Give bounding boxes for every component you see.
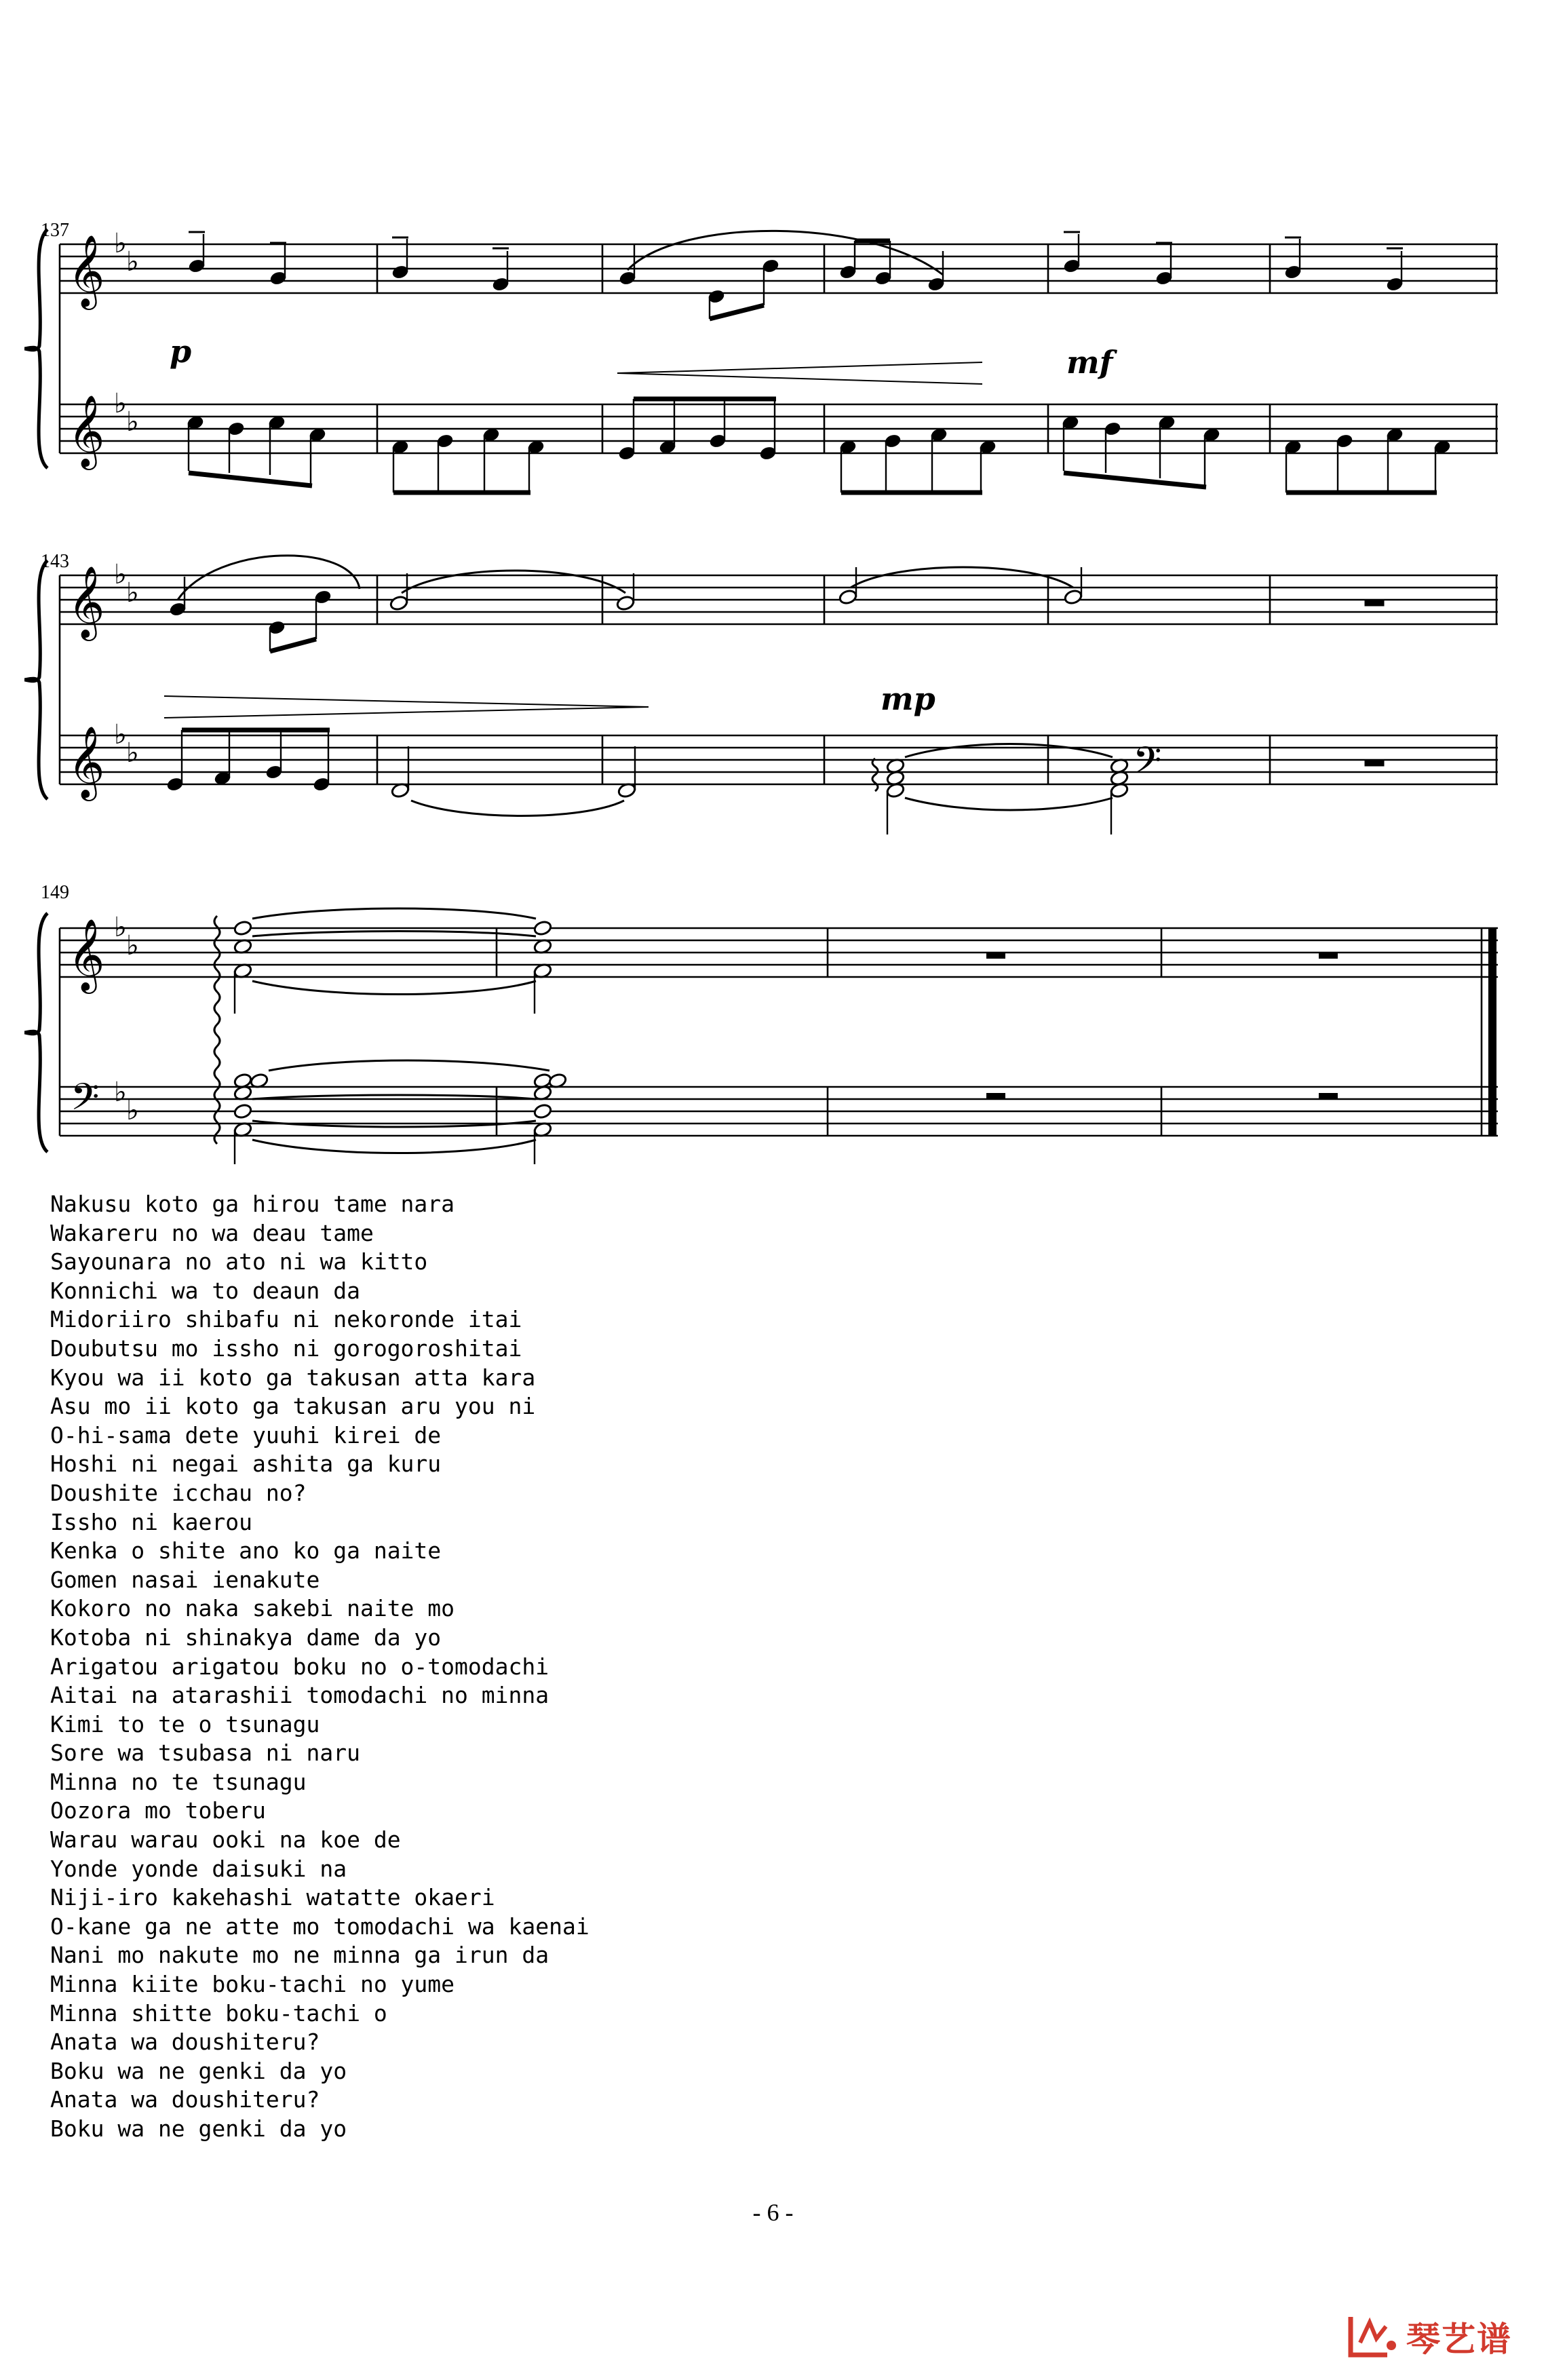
lyric-line: Asu mo ii koto ga takusan aru you ni [50, 1393, 536, 1420]
lyric-line: O-hi-sama dete yuuhi kirei de [50, 1421, 442, 1448]
measure-number-143: 143 [41, 551, 69, 572]
system-3 [24, 882, 1498, 1164]
lyric-line: Hoshi ni negai ashita ga kuru [50, 1451, 442, 1478]
slur [178, 556, 360, 600]
flat-icon: ♭ [126, 246, 139, 277]
sheet-music-score [0, 0, 1546, 1167]
system-brace [24, 560, 47, 799]
decrescendo-hairpin [164, 696, 649, 718]
lyric-line: Issho ni kaerou [50, 1508, 253, 1535]
tie [402, 571, 625, 593]
measure-number-149: 149 [41, 882, 69, 903]
lyric-line: Arigatou arigatou boku no o-tomodachi [50, 1653, 549, 1680]
lyric-line: Kimi to te o tsunagu [50, 1710, 320, 1738]
system-1 [24, 220, 1498, 493]
flat-icon: ♭ [126, 406, 139, 438]
lyric-line: Warau warau ooki na koe de [50, 1826, 401, 1854]
lyric-line: Nakusu koto ga hirou tame nara [50, 1191, 455, 1217]
music-note-logo-icon [1347, 2313, 1401, 2360]
logo-text: 琴艺谱 [1406, 2320, 1512, 2359]
dynamic-marking: mf [1066, 344, 1113, 381]
lyric-line: Kenka o shite ano ko ga naite [50, 1537, 442, 1565]
treble-clef-icon: 𝄞 [68, 725, 105, 798]
barlines [60, 575, 1496, 784]
lyric-line: Nani mo nakute mo ne minna ga irun da [50, 1942, 549, 1969]
upper-notes [169, 567, 1384, 651]
lyric-line: Oozora mo toberu [50, 1797, 266, 1824]
flat-icon: ♭ [114, 719, 127, 750]
treble-clef-icon: 𝄞 [68, 234, 105, 307]
upper-staff-lines [60, 244, 1498, 293]
lyric-line: Aitai na atarashii tomodachi no minna [50, 1682, 549, 1709]
flat-icon: ♭ [126, 930, 139, 961]
lyric-line: Boku wa ne genki da yo [50, 2115, 347, 2142]
flat-icon: ♭ [126, 577, 139, 609]
final-barline [1488, 928, 1496, 1136]
lower-notes [187, 399, 1451, 493]
system-brace [24, 913, 47, 1152]
bass-clef-icon: 𝄢 [71, 1075, 100, 1128]
lyric-line: Doubutsu mo issho ni gorogoroshitai [50, 1335, 522, 1362]
barlines [60, 928, 1482, 1136]
arpeggio-line [214, 916, 220, 1144]
system-2 [24, 551, 1498, 834]
flat-icon: ♭ [126, 737, 139, 769]
lyric-line: Konnichi wa to deaun da [50, 1277, 360, 1304]
dynamic-marking: p [170, 333, 192, 370]
site-logo [1347, 2312, 1512, 2361]
page-number: - 6 - [752, 2199, 794, 2226]
lyric-line: O-kane ga ne atte mo tomodachi wa kaenai [50, 1913, 590, 1940]
lyric-line: Sore wa tsubasa ni naru [50, 1740, 360, 1767]
lyric-line: Yonde yonde daisuki na [50, 1855, 347, 1882]
lyric-line: Sayounara no ato ni wa kitto [50, 1248, 428, 1275]
treble-clef-icon: 𝄞 [68, 565, 105, 638]
lyric-line: Wakareru no wa deau tame [50, 1219, 374, 1246]
flat-icon: ♭ [114, 912, 127, 943]
bass-clef-icon: 𝄢 [1133, 739, 1162, 791]
lyric-line: Midoriiro shibafu ni nekoronde itai [50, 1306, 522, 1333]
upper-notes [188, 232, 1404, 319]
lyric-line: Kyou wa ii koto ga takusan atta kara [50, 1364, 536, 1391]
tie [411, 801, 624, 816]
lyric-line: Minna kiite boku-tachi no yume [50, 1971, 455, 1998]
lyrics-block [50, 1190, 590, 2144]
flat-icon: ♭ [114, 1077, 127, 1108]
lyric-line: Gomen nasai ienakute [50, 1566, 320, 1593]
system-brace [24, 229, 47, 468]
upper-staff-lines [60, 575, 1498, 624]
treble-clef-icon: 𝄞 [68, 918, 105, 991]
lower-staff-lines [60, 1087, 1498, 1136]
lyric-line: Kotoba ni shinakya dame da yo [50, 1624, 442, 1651]
lyric-line: Minna no te tsunagu [50, 1768, 307, 1795]
measure-number-137: 137 [41, 220, 69, 241]
treble-clef-icon: 𝄞 [68, 394, 105, 467]
lyric-line: Anata wa doushiteru? [50, 2029, 320, 2056]
lyric-line: Boku wa ne genki da yo [50, 2057, 347, 2084]
lyric-line: Minna shitte boku-tachi o [50, 1999, 387, 2027]
flat-icon: ♭ [114, 228, 127, 259]
lyric-line: Kokoro no naka sakebi naite mo [50, 1595, 455, 1622]
ties [252, 908, 549, 1153]
lower-staff-lines [60, 404, 1498, 453]
flat-icon: ♭ [114, 388, 127, 419]
lyric-line: Doushite icchau no? [50, 1479, 307, 1506]
crescendo-hairpin [617, 362, 982, 384]
tie [851, 567, 1073, 588]
flat-icon: ♭ [126, 1095, 139, 1126]
lyric-line: Niji-iro kakehashi watatte okaeri [50, 1884, 495, 1911]
lyric-line: Anata wa doushiteru? [50, 2086, 320, 2113]
dynamic-marking: mp [881, 680, 935, 717]
tie [905, 744, 1113, 758]
flat-icon: ♭ [114, 559, 127, 590]
tie [905, 798, 1113, 810]
lower-notes [166, 730, 1384, 834]
